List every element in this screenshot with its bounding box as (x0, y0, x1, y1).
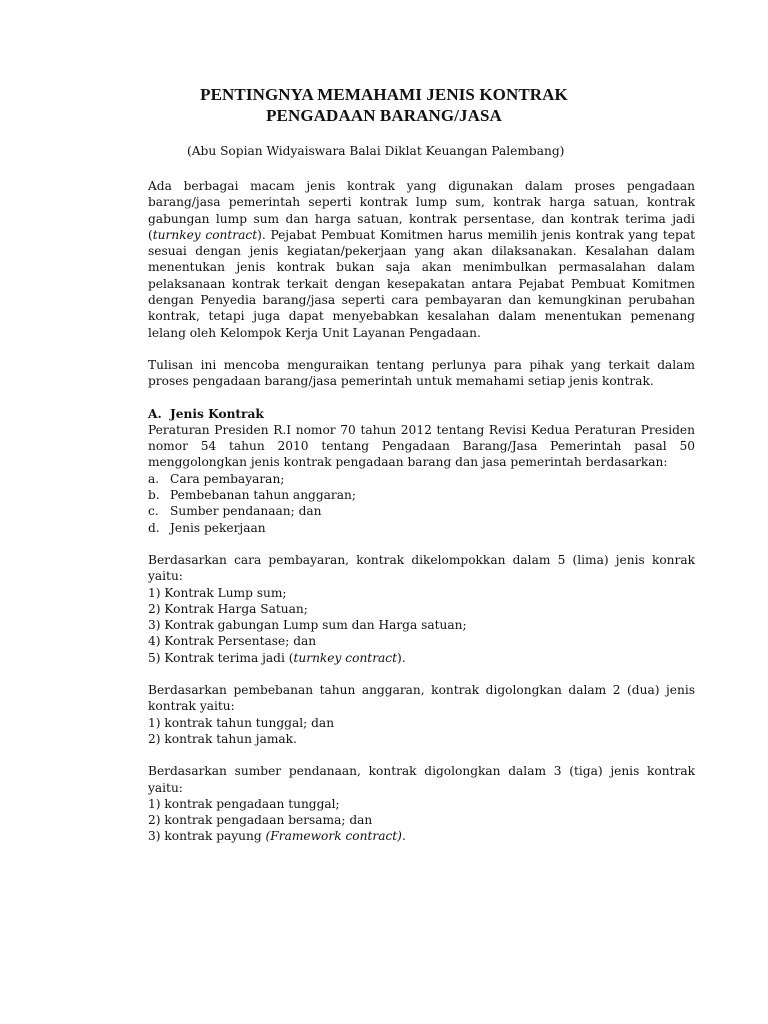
budget-year-intro: Berdasarkan pembebanan tahun anggaran, kontrak digolongkan dalam 2 (dua) jenis kontrak yaitu: (148, 683, 695, 714)
list-item: 2) kontrak tahun jamak. (148, 731, 297, 746)
list-item-text: Pembebanan tahun anggaran; (170, 488, 356, 503)
list-marker: d. (148, 520, 160, 535)
list-item-text: Jenis pekerjaan (170, 520, 266, 535)
section-a-text: Peraturan Presiden R.I nomor 70 tahun 2012 tentang Revisi Kedua Peraturan Presiden nomor 54 tahun 2010 tentang Pengadaan Barang/Jasa Pemerintah pasal 50 menggolongkan jenis kontrak pengadaan barang dan jasa pemerintah berdasarkan: (148, 422, 695, 470)
item5-text-a: 5) Kontrak terima jadi ( (148, 650, 294, 665)
list-item (148, 828, 695, 844)
section-a-title: Jenis Kontrak (170, 406, 264, 421)
funding-intro: Berdasarkan sumber pendanaan, kontrak digolongkan dalam 3 (tiga) jenis kontrak yaitu: (148, 764, 695, 795)
title-line-2: PENGADAAN BARANG/JASA (266, 106, 502, 125)
list-item (148, 503, 695, 519)
list-item: 2) kontrak pengadaan bersama; dan (148, 813, 373, 828)
list-item (148, 520, 695, 536)
document-body (148, 178, 695, 861)
intro-paragraph-2: Tulisan ini mencoba menguraikan tentang perlunya para pihak yang terkait dalam proses pengadaan barang/jasa pemerintah untuk memahami setiap jenis kontrak. (148, 357, 695, 389)
funding-list (148, 796, 695, 845)
list-item: 3) Kontrak gabungan Lump sum dan Harga satuan; (148, 618, 467, 633)
intro-p1-text-b: ). Pejabat Pembuat Komitmen harus memilih jenis kontrak yang tepat sesuai dengan jenis kegiatan/pekerjaan yang akan dilaksanakan. Kesalahan dalam menentukan jenis kontrak bukan saja akan menimbulkan permasalahan dalam pelaksanaan kontrak terkait dengan kesepakatan antara Pejabat Pembuat Komitmen dengan Penyedia barang/jasa seperti cara pembayaran dan kemungkinan perubahan kontrak, tetapi juga dapat menyebabkan kesalahan dalam menentukan pemenang lelang oleh Kelompok Kerja Unit Layanan Pengadaan. (148, 227, 695, 340)
list-item (148, 471, 695, 487)
list-item (148, 650, 695, 666)
criteria-list (148, 471, 695, 536)
payment-list (148, 585, 695, 666)
list-item: 2) Kontrak Harga Satuan; (148, 601, 308, 616)
list-item-text: Cara pembayaran; (170, 471, 285, 486)
section-a-heading (148, 406, 695, 422)
intro-p1-text-a: Ada berbagai macam jenis kontrak yang digunakan dalam proses pengadaan barang/jasa pemerintah seperti kontrak lump sum, kontrak harga satuan, kontrak gabungan lump sum dan harga satuan, kontrak persentase, dan kontrak terima jadi ( (148, 179, 695, 242)
intro-paragraph-1 (148, 178, 695, 341)
list-item (148, 487, 695, 503)
list-item: 1) Kontrak Lump sum; (148, 585, 287, 600)
section-a-number: A. (148, 406, 162, 421)
list-item: 4) Kontrak Persentase; dan (148, 634, 317, 649)
item3-italic: (Framework contract) (265, 829, 402, 844)
author-byline: (Abu Sopian Widyaiswara Balai Diklat Keuangan Palembang) (187, 144, 565, 158)
list-item-text: Sumber pendanaan; dan (170, 504, 322, 519)
document-title (0, 84, 768, 126)
intro-p1-italic: turnkey contract (152, 227, 258, 242)
list-item: 1) kontrak tahun tunggal; dan (148, 715, 335, 730)
budget-year-list (148, 715, 695, 748)
item5-italic: turnkey contract (293, 650, 398, 665)
list-item: 1) kontrak pengadaan tunggal; (148, 796, 340, 811)
item3-text-a: 3) kontrak payung (148, 829, 266, 844)
item3-text-b: . (401, 829, 406, 844)
list-marker: c. (148, 504, 159, 519)
item5-text-b: ). (397, 650, 406, 665)
list-marker: a. (148, 471, 160, 486)
title-line-1: PENTINGNYA MEMAHAMI JENIS KONTRAK (200, 85, 568, 104)
payment-intro: Berdasarkan cara pembayaran, kontrak dikelompokkan dalam 5 (lima) jenis konrak yaitu: (148, 552, 695, 584)
list-marker: b. (148, 488, 160, 503)
